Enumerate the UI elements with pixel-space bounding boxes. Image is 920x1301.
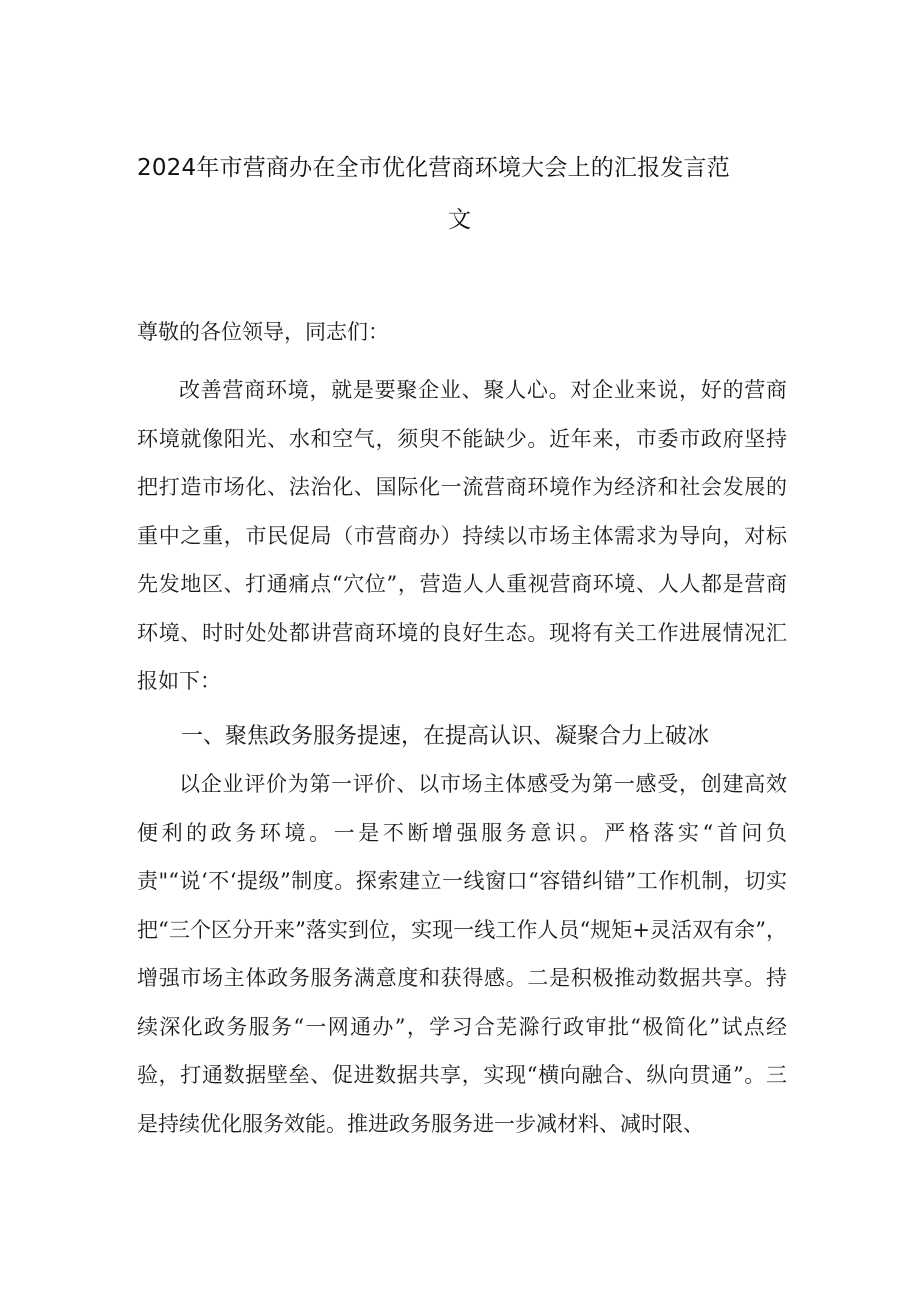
- document-title-line-1: 2024年市营商办在全市优化营商环境大会上的汇报发言范: [137, 155, 730, 181]
- document-title-line-2: 文: [448, 207, 472, 233]
- intro-paragraph: 改善营商环境，就是要聚企业、聚人心。对企业来说，好的营商环境就像阳光、水和空气，须臾不能缺少。近年来，市委市政府坚持把打造市场化、法治化、国际化一流营商环境作为经济和社会发展的重中之重，市民促局（市营商办）持续以市场主体需求为导向，对标先发地区、打通痛点“穴位”，营造人人重视营商环境、人人都是营商环境、时时处处都讲营商环境的良好生态。现将有关工作进展情况汇报如下：: [137, 378, 787, 693]
- salutation: 尊敬的各位领导，同志们：: [137, 320, 389, 344]
- section-1-paragraph: 以企业评价为第一评价、以市场主体感受为第一感受，创建高效便利的政务环境。一是不断增强服务意识。严格落实“首问负责"“说‘不‘提级”制度。探索建立一线窗口“容错纠错”工作机制，切实把“三个区分开来”落实到位，实现一线工作人员“规矩+灵活双有余”，增强市场主体政务服务满意度和获得感。二是积极推动数据共享。持续深化政务服务“一网通办”，学习合芜滁行政审批“极简化”试点经验，打通数据壁垒、促进数据共享，实现“横向融合、纵向贯通”。三是持续优化服务效能。推进政务服务进一步减材料、减时限、: [137, 772, 787, 1136]
- section-heading-1: 一、聚焦政务服务提速，在提高认识、凝聚合力上破冰: [181, 724, 710, 749]
